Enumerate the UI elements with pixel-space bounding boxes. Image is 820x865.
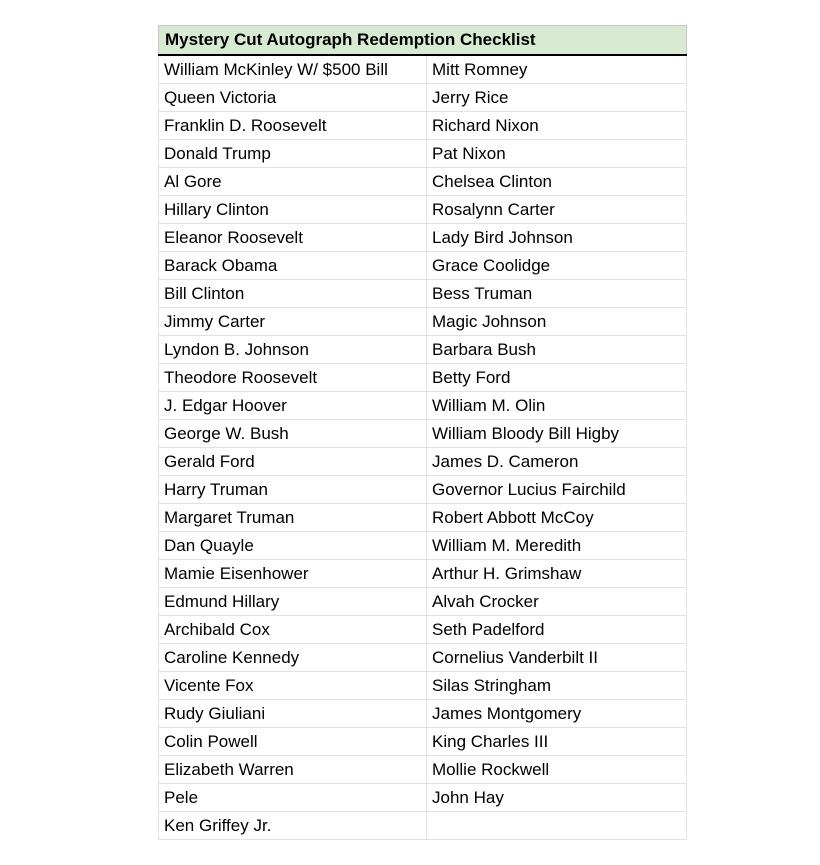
name-cell-right[interactable]: Bess Truman xyxy=(427,280,687,308)
name-cell-right[interactable]: Mitt Romney xyxy=(427,55,687,84)
name-cell-right[interactable]: William M. Olin xyxy=(427,392,687,420)
name-cell-left[interactable]: J. Edgar Hoover xyxy=(159,392,427,420)
table-row xyxy=(159,336,687,364)
table-row xyxy=(159,140,687,168)
name-cell-left[interactable]: Pele xyxy=(159,784,427,812)
name-cell-left[interactable]: Theodore Roosevelt xyxy=(159,364,427,392)
name-cell-right[interactable]: Seth Padelford xyxy=(427,616,687,644)
name-cell-left[interactable]: Eleanor Roosevelt xyxy=(159,224,427,252)
name-cell-left[interactable]: Gerald Ford xyxy=(159,448,427,476)
table-row xyxy=(159,784,687,812)
name-cell-left[interactable]: Queen Victoria xyxy=(159,84,427,112)
table-row xyxy=(159,224,687,252)
table-row xyxy=(159,672,687,700)
table-row xyxy=(159,364,687,392)
name-cell-left[interactable]: Colin Powell xyxy=(159,728,427,756)
name-cell-left[interactable]: Jimmy Carter xyxy=(159,308,427,336)
name-cell-right[interactable] xyxy=(427,812,687,840)
table-row xyxy=(159,168,687,196)
table-row xyxy=(159,308,687,336)
table-row xyxy=(159,84,687,112)
table-row xyxy=(159,55,687,84)
name-cell-right[interactable]: King Charles III xyxy=(427,728,687,756)
name-cell-right[interactable]: Robert Abbott McCoy xyxy=(427,504,687,532)
name-cell-left[interactable]: Vicente Fox xyxy=(159,672,427,700)
name-cell-left[interactable]: Dan Quayle xyxy=(159,532,427,560)
name-cell-right[interactable]: Betty Ford xyxy=(427,364,687,392)
name-cell-right[interactable]: Rosalynn Carter xyxy=(427,196,687,224)
name-cell-right[interactable]: Barbara Bush xyxy=(427,336,687,364)
table-row xyxy=(159,616,687,644)
name-cell-right[interactable]: Silas Stringham xyxy=(427,672,687,700)
table-row xyxy=(159,588,687,616)
name-cell-right[interactable]: Lady Bird Johnson xyxy=(427,224,687,252)
name-cell-left[interactable]: Bill Clinton xyxy=(159,280,427,308)
name-cell-left[interactable]: Mamie Eisenhower xyxy=(159,560,427,588)
table-row xyxy=(159,700,687,728)
table-row xyxy=(159,812,687,840)
name-cell-left[interactable]: Al Gore xyxy=(159,168,427,196)
name-cell-left[interactable]: Harry Truman xyxy=(159,476,427,504)
table-row xyxy=(159,504,687,532)
name-cell-right[interactable]: Mollie Rockwell xyxy=(427,756,687,784)
checklist-body xyxy=(159,55,687,840)
name-cell-right[interactable]: James Montgomery xyxy=(427,700,687,728)
checklist-table xyxy=(158,25,687,840)
name-cell-left[interactable]: Hillary Clinton xyxy=(159,196,427,224)
name-cell-right[interactable]: Richard Nixon xyxy=(427,112,687,140)
name-cell-right[interactable]: Jerry Rice xyxy=(427,84,687,112)
name-cell-right[interactable]: James D. Cameron xyxy=(427,448,687,476)
table-row xyxy=(159,112,687,140)
checklist-title[interactable]: Mystery Cut Autograph Redemption Checklist xyxy=(159,26,687,56)
name-cell-left[interactable]: George W. Bush xyxy=(159,420,427,448)
table-row xyxy=(159,728,687,756)
name-cell-left[interactable]: Archibald Cox xyxy=(159,616,427,644)
name-cell-left[interactable]: Lyndon B. Johnson xyxy=(159,336,427,364)
name-cell-right[interactable]: Cornelius Vanderbilt II xyxy=(427,644,687,672)
name-cell-right[interactable]: Pat Nixon xyxy=(427,140,687,168)
name-cell-left[interactable]: Elizabeth Warren xyxy=(159,756,427,784)
name-cell-left[interactable]: Ken Griffey Jr. xyxy=(159,812,427,840)
name-cell-left[interactable]: Barack Obama xyxy=(159,252,427,280)
table-row xyxy=(159,196,687,224)
name-cell-right[interactable]: John Hay xyxy=(427,784,687,812)
name-cell-right[interactable]: William Bloody Bill Higby xyxy=(427,420,687,448)
table-row xyxy=(159,756,687,784)
name-cell-right[interactable]: Governor Lucius Fairchild xyxy=(427,476,687,504)
header-row xyxy=(159,26,687,56)
name-cell-left[interactable]: Rudy Giuliani xyxy=(159,700,427,728)
table-row xyxy=(159,644,687,672)
name-cell-right[interactable]: Arthur H. Grimshaw xyxy=(427,560,687,588)
table-row xyxy=(159,532,687,560)
table-row xyxy=(159,448,687,476)
name-cell-left[interactable]: Franklin D. Roosevelt xyxy=(159,112,427,140)
table-row xyxy=(159,476,687,504)
name-cell-right[interactable]: Magic Johnson xyxy=(427,308,687,336)
table-row xyxy=(159,420,687,448)
table-row xyxy=(159,252,687,280)
table-row xyxy=(159,560,687,588)
name-cell-left[interactable]: William McKinley W/ $500 Bill xyxy=(159,55,427,84)
name-cell-right[interactable]: William M. Meredith xyxy=(427,532,687,560)
name-cell-left[interactable]: Donald Trump xyxy=(159,140,427,168)
name-cell-left[interactable]: Margaret Truman xyxy=(159,504,427,532)
name-cell-right[interactable]: Alvah Crocker xyxy=(427,588,687,616)
name-cell-right[interactable]: Grace Coolidge xyxy=(427,252,687,280)
table-row xyxy=(159,280,687,308)
table-row xyxy=(159,392,687,420)
name-cell-left[interactable]: Caroline Kennedy xyxy=(159,644,427,672)
name-cell-right[interactable]: Chelsea Clinton xyxy=(427,168,687,196)
name-cell-left[interactable]: Edmund Hillary xyxy=(159,588,427,616)
